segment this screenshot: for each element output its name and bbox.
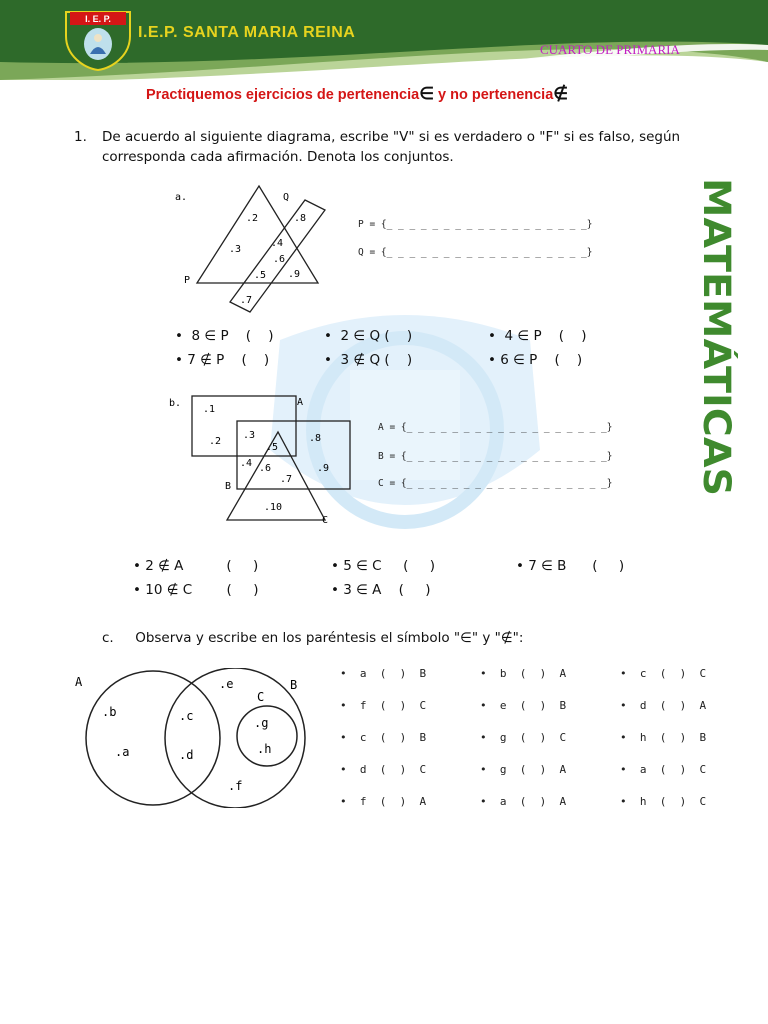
- worksheet-title: [146, 84, 568, 104]
- point-b3: .3: [243, 430, 256, 441]
- c-set-c-label: C: [257, 690, 265, 704]
- point-b6: .6: [259, 463, 272, 474]
- point-6: .6: [273, 254, 286, 265]
- item-b-1: • 2 ∉ A ( ): [133, 558, 259, 574]
- point-e: .e: [219, 677, 234, 691]
- set-q-equation: Q = {_ _ _ _ _ _ _ _ _ _ _ _ _ _ _ _ _ _}: [358, 247, 593, 258]
- point-b9: .9: [317, 463, 330, 474]
- school-name: I.E.P. SANTA MARIA REINA: [138, 24, 356, 41]
- part-c-text: Observa y escribe en los paréntesis el símbolo "∈" y "∉":: [135, 630, 524, 646]
- question-number: 1.: [74, 129, 87, 145]
- c-row5-col2: • a ( ) A: [480, 795, 567, 808]
- diagram-a: [170, 180, 340, 320]
- c-row1-col3: • c ( ) C: [620, 667, 707, 680]
- c-row3-col3: • h ( ) B: [620, 731, 707, 744]
- c-row2-col2: • e ( ) B: [480, 699, 567, 712]
- set-a-equation: A = {_ _ _ _ _ _ _ _ _ _ _ _ _ _ _ _ _ _}: [378, 422, 613, 433]
- item-b-3: • 7 ∈ B ( ): [516, 558, 625, 574]
- point-b7: .7: [280, 474, 293, 485]
- set-a-circle: [86, 671, 220, 805]
- item-a-3: • 4 ∈ P ( ): [488, 328, 587, 344]
- subject-vertical: [690, 178, 738, 496]
- part-c-question: [102, 630, 523, 646]
- c-row2-col1: • f ( ) C: [340, 699, 427, 712]
- point-b10: .10: [264, 502, 283, 513]
- point-d: .d: [179, 748, 194, 762]
- title-text-1: Practiquemos ejercicios de pertenencia: [146, 87, 420, 103]
- item-b-2: • 5 ∈ C ( ): [331, 558, 436, 574]
- school-logo: [62, 6, 134, 72]
- point-b5: .5: [266, 442, 279, 453]
- point-g: .g: [254, 716, 269, 730]
- item-a-5: • 3 ∉ Q ( ): [324, 352, 413, 368]
- member-symbol: ∈: [419, 84, 435, 103]
- item-b-4: • 10 ∉ C ( ): [133, 582, 259, 598]
- c-set-b-label: B: [290, 678, 298, 692]
- grade-label: CUARTO DE PRIMARIA: [540, 42, 680, 57]
- point-5: .5: [254, 270, 267, 281]
- set-c-circle: [237, 706, 297, 766]
- set-b-equation: B = {_ _ _ _ _ _ _ _ _ _ _ _ _ _ _ _ _ _}: [378, 451, 613, 462]
- point-3: .3: [229, 244, 242, 255]
- set-q-label: Q: [283, 192, 290, 203]
- question-text: De acuerdo al siguiente diagrama, escribe "V" si es verdadero o "F" si es falso, según corresponda cada afirmación. Denota los conjuntos.: [102, 129, 681, 165]
- c-row5-col1: • f ( ) A: [340, 795, 427, 808]
- point-b4: .4: [240, 458, 253, 469]
- set-p-equation: P = {_ _ _ _ _ _ _ _ _ _ _ _ _ _ _ _ _ _}: [358, 219, 593, 230]
- diagram-c: [70, 668, 320, 808]
- part-b-label: b.: [169, 398, 182, 409]
- point-2: .2: [246, 213, 259, 224]
- set-p-label: P: [184, 275, 191, 286]
- point-4: .4: [271, 238, 284, 249]
- c-set-a-label: A: [75, 675, 83, 689]
- point-f: .f: [228, 779, 243, 793]
- point-b: .b: [102, 705, 117, 719]
- point-b1: .1: [203, 404, 216, 415]
- point-a: .a: [115, 745, 130, 759]
- item-b-5: • 3 ∈ A ( ): [331, 582, 431, 598]
- set-c-equation: C = {_ _ _ _ _ _ _ _ _ _ _ _ _ _ _ _ _ _}: [378, 478, 613, 489]
- item-a-2: • 2 ∈ Q ( ): [324, 328, 413, 344]
- subject-label: MATEMÁTICAS: [695, 178, 738, 476]
- point-9: .9: [288, 269, 301, 280]
- point-7: .7: [240, 295, 253, 306]
- set-b-label: B: [225, 481, 232, 492]
- item-a-1: • 8 ∈ P ( ): [175, 328, 274, 344]
- title-text-2: y no pertenencia: [434, 87, 554, 103]
- c-row3-col1: • c ( ) B: [340, 731, 427, 744]
- c-row1-col2: • b ( ) A: [480, 667, 567, 680]
- set-c-label: C: [322, 515, 329, 526]
- item-a-4: • 7 ∉ P ( ): [175, 352, 270, 368]
- part-a-label: a.: [175, 192, 188, 203]
- c-row4-col3: • a ( ) C: [620, 763, 707, 776]
- c-row4-col2: • g ( ) A: [480, 763, 567, 776]
- point-8: .8: [294, 213, 307, 224]
- set-a-label: A: [297, 397, 304, 408]
- logo-text: I. E. P.: [85, 14, 111, 24]
- point-b2: .2: [209, 436, 222, 447]
- c-row2-col3: • d ( ) A: [620, 699, 707, 712]
- c-row4-col1: • d ( ) C: [340, 763, 427, 776]
- part-c-label: c.: [102, 630, 114, 646]
- c-row1-col1: • a ( ) B: [340, 667, 427, 680]
- item-a-6: • 6 ∈ P ( ): [488, 352, 583, 368]
- point-h: .h: [257, 742, 272, 756]
- diagram-b: [165, 392, 365, 532]
- point-c: .c: [179, 709, 194, 723]
- c-row3-col2: • g ( ) C: [480, 731, 567, 744]
- point-b8: .8: [309, 433, 322, 444]
- c-row5-col3: • h ( ) C: [620, 795, 707, 808]
- not-member-symbol: ∉: [553, 84, 569, 103]
